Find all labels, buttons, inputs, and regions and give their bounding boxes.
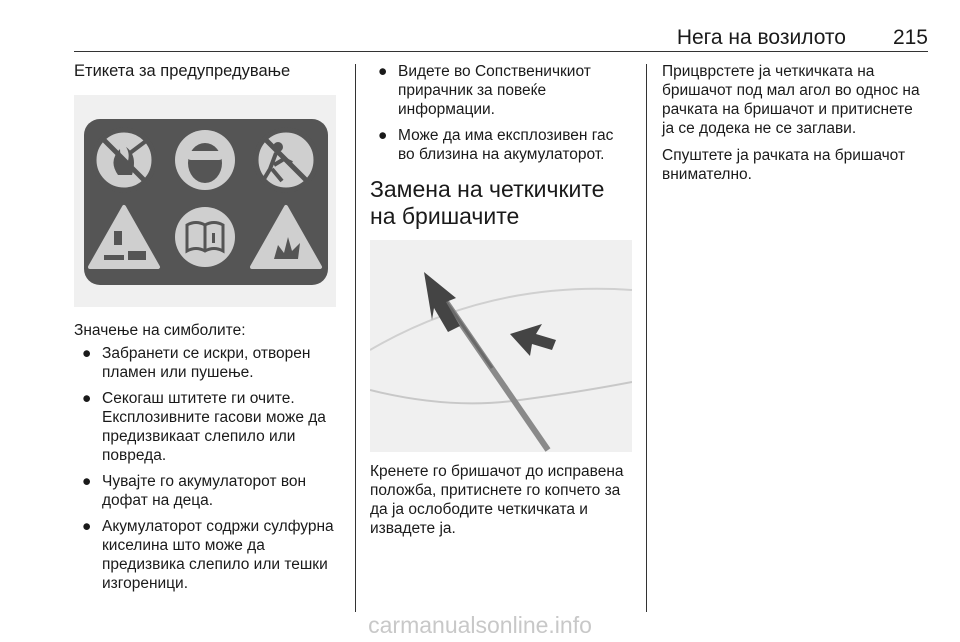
bullet-icon: ●	[378, 127, 388, 144]
list-item-text: Секогаш штитете ги очите. Експлозивните гасови може да предизвикаат слепило или повреда.	[102, 390, 326, 464]
bullet-icon: ●	[82, 518, 92, 535]
symbols-list	[74, 344, 344, 593]
wiper-illustration	[370, 240, 632, 452]
section-title: Етикета за предупредување	[74, 62, 291, 80]
manual-book-icon	[175, 207, 235, 267]
wiper-blade-image	[370, 240, 632, 452]
warning-label-image	[74, 95, 336, 307]
list-item	[370, 62, 634, 119]
list-item	[74, 389, 344, 465]
list-item-text: Видете во Сопственичкиот прирачник за повеќе информации.	[398, 63, 591, 118]
release-button-arrow-icon	[510, 324, 556, 356]
paragraph: Прицврстете ја четкичката на бришачот под мал агол во однос на рачката на бришачот и притиснете ја се додека не се заглави.	[662, 63, 920, 137]
eye-protection-icon	[175, 130, 235, 190]
lift-arrow-icon	[424, 272, 460, 332]
header-rule	[74, 51, 928, 52]
page-number: 215	[892, 26, 928, 49]
keep-away-children-icon	[256, 130, 316, 190]
list-item-text: Може да има експлозивен гас во близина на акумулаторот.	[398, 127, 614, 163]
bullet-icon: ●	[82, 473, 92, 490]
list-item-text: Акумулаторот содржи сулфурна киселина што може да предизвика слепило или тешки изгореници.	[102, 518, 334, 592]
list-item-text: Забранети се искри, отворен пламен или пушење.	[102, 345, 311, 381]
windshield-edge	[370, 289, 632, 350]
column-1	[74, 62, 344, 600]
page-header	[74, 22, 928, 52]
bullet-icon: ●	[82, 390, 92, 407]
paragraph: Спуштете ја рачката на бришачот внимателно.	[662, 147, 906, 183]
symbols-list-continued	[370, 62, 634, 164]
wiper-caption: Кренете го бришачот до исправена положба, притиснете го копчето за да ја ослободите четкичката и извадете ја.	[370, 463, 624, 537]
column-2	[370, 62, 634, 546]
list-item	[74, 472, 344, 510]
list-item	[74, 344, 344, 382]
column-divider	[355, 64, 356, 612]
column-3	[662, 62, 928, 192]
watermark: carmanualsonline.info	[368, 612, 592, 638]
warning-label-graphic	[74, 95, 336, 307]
list-item	[74, 517, 344, 593]
no-fire-icon	[94, 130, 154, 190]
list-item-text: Чувајте го акумулаторот вон дофат на деца.	[102, 473, 307, 509]
list-item	[370, 126, 634, 164]
bullet-icon: ●	[378, 63, 388, 80]
section-heading: Замена на четкичките на бришачите	[370, 176, 605, 229]
symbols-intro: Значење на симболите:	[74, 322, 246, 339]
header-title: Нега на возилото	[676, 26, 846, 49]
bullet-icon: ●	[82, 345, 92, 362]
column-divider	[646, 64, 647, 612]
